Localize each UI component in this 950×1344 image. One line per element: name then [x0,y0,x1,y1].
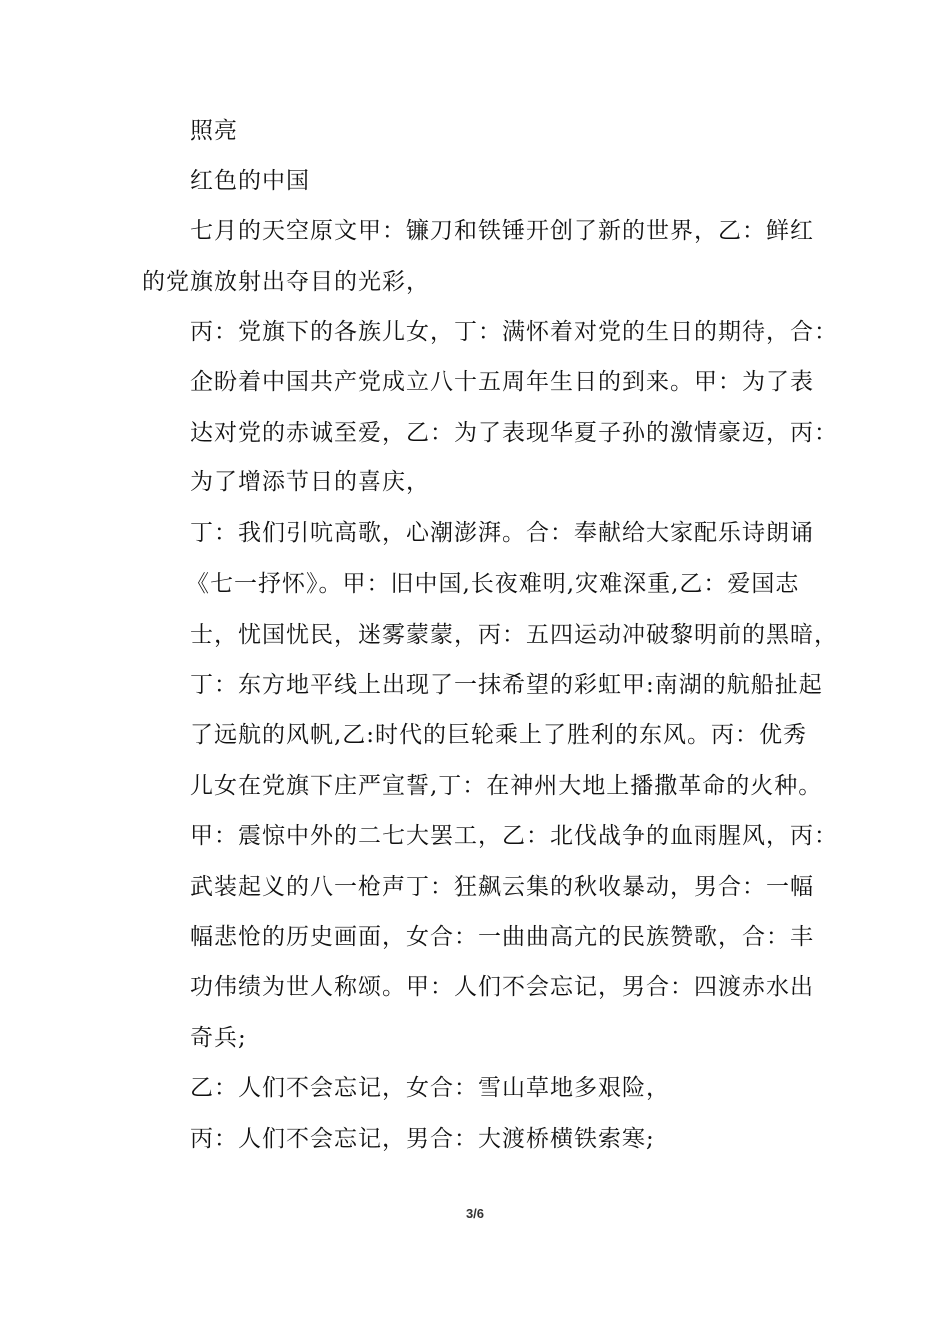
text-line: 儿女在党旗下庄严宣誓,丁：在神州大地上播撒革命的火种。 [190,773,823,799]
text-line: 丙：党旗下的各族儿女，丁：满怀着对党的生日的期待，合： [190,319,838,345]
text-line: 了远航的风帆,乙:时代的巨轮乘上了胜利的东风。丙：优秀 [190,722,808,748]
text-line: 幅悲怆的历史画面，女合：一曲曲高亢的民族赞歌，合：丰 [190,924,814,950]
text-line: 为了增添节日的喜庆， [190,469,430,495]
text-line: 七月的天空原文甲：镰刀和铁锤开创了新的世界，乙：鲜红 [190,218,814,244]
text-line: 乙：人们不会忘记，女合：雪山草地多艰险， [190,1075,670,1101]
text-line: 达对党的赤诚至爱，乙：为了表现华夏子孙的激情豪迈，丙： [190,420,838,446]
text-line: 红色的中国 [190,168,310,194]
text-line: 武装起义的八一枪声丁：狂飙云集的秋收暴动，男合：一幅 [190,874,814,900]
text-line: 功伟绩为世人称颂。甲：人们不会忘记，男合：四渡赤水出 [190,974,814,1000]
text-line: 丁：东方地平线上出现了一抹希望的彩虹甲:南湖的航船扯起 [190,672,823,698]
text-line: 丙：人们不会忘记，男合：大渡桥横铁索寒; [190,1126,655,1152]
text-line: 丁：我们引吭高歌，心潮澎湃。合：奉献给大家配乐诗朗诵 [190,520,814,546]
text-line: 的党旗放射出夺目的光彩， [142,269,430,295]
page-number: 3/6 [465,1206,485,1221]
text-line: 《七一抒怀》。甲：旧中国,长夜难明,灾难深重,乙：爱国志 [186,571,800,597]
text-line: 甲：震惊中外的二七大罢工，乙：北伐战争的血雨腥风，丙： [190,823,838,849]
text-line: 企盼着中国共产党成立八十五周年生日的到来。甲：为了表 [190,369,814,395]
text-line: 奇兵; [190,1025,247,1051]
text-line: 士，忧国忧民，迷雾蒙蒙，丙：五四运动冲破黎明前的黑暗， [190,622,838,648]
text-line: 照亮 [190,118,238,144]
